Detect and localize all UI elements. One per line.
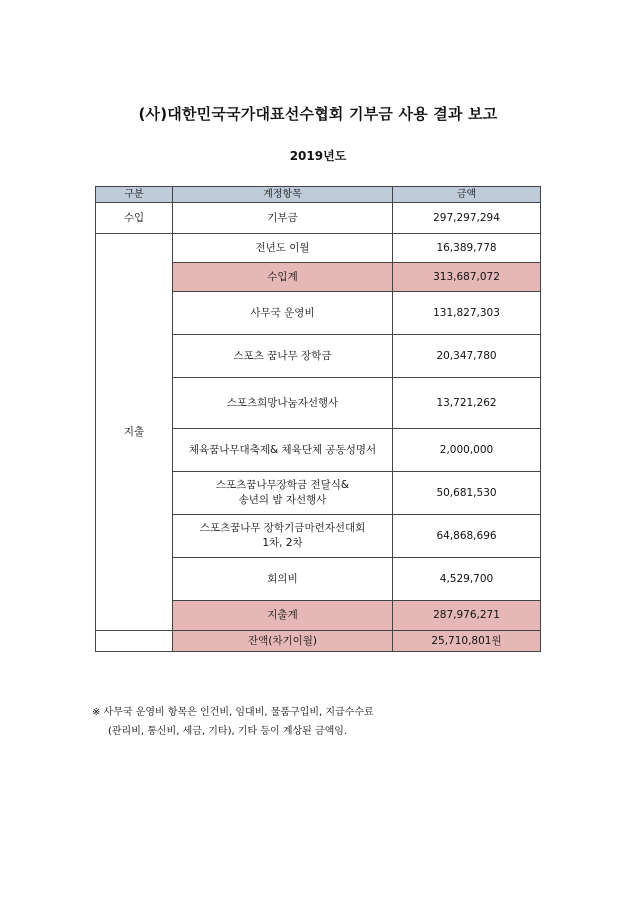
amount-cell: 25,710,801원 bbox=[393, 631, 541, 652]
item-cell: 스포츠희망나눔자선행사 bbox=[173, 378, 393, 429]
item-cell: 사무국 운영비 bbox=[173, 292, 393, 335]
amount-cell: 50,681,530 bbox=[393, 472, 541, 515]
category-income: 수입 bbox=[96, 203, 173, 234]
amount-cell: 4,529,700 bbox=[393, 558, 541, 601]
item-cell: 수입계 bbox=[173, 263, 393, 292]
amount-cell: 287,976,271 bbox=[393, 601, 541, 631]
item-cell bbox=[173, 472, 393, 515]
item-line: 송년의 밤 자선행사 bbox=[238, 494, 327, 506]
amount-cell: 2,000,000 bbox=[393, 429, 541, 472]
item-cell bbox=[173, 515, 393, 558]
item-line: 스포츠꿈나무 장학기금마련자선대회 bbox=[199, 522, 366, 534]
table-header-row bbox=[96, 187, 541, 203]
amount-cell: 297,297,294 bbox=[393, 203, 541, 234]
footnote bbox=[92, 703, 374, 741]
item-line: 1차, 2차 bbox=[262, 537, 303, 549]
item-line: 스포츠꿈나무장학금 전달식& bbox=[215, 479, 350, 491]
item-cell: 스포츠 꿈나무 장학금 bbox=[173, 335, 393, 378]
category-expense: 지출 bbox=[96, 234, 173, 631]
item-cell: 기부금 bbox=[173, 203, 393, 234]
page-title: (사)대한민국국가대표선수협회 기부금 사용 결과 보고 bbox=[138, 105, 498, 123]
item-cell: 회의비 bbox=[173, 558, 393, 601]
item-cell: 잔액(차기이월) bbox=[173, 631, 393, 652]
item-cell: 전년도 이월 bbox=[173, 234, 393, 263]
amount-cell: 313,687,072 bbox=[393, 263, 541, 292]
footnote-line: ※ 사무국 운영비 항목은 인건비, 임대비, 물품구입비, 지급수수료 bbox=[92, 707, 374, 718]
amount-cell: 13,721,262 bbox=[393, 378, 541, 429]
table-row bbox=[96, 203, 541, 234]
item-cell: 지출계 bbox=[173, 601, 393, 631]
amount-cell: 20,347,780 bbox=[393, 335, 541, 378]
report-year: 2019년도 bbox=[289, 149, 347, 163]
report-table bbox=[95, 186, 541, 652]
header-account-item: 계정항목 bbox=[173, 187, 393, 203]
item-cell: 체육꿈나무대축제& 체육단체 공동성명서 bbox=[173, 429, 393, 472]
amount-cell: 131,827,303 bbox=[393, 292, 541, 335]
header-category: 구분 bbox=[96, 187, 173, 203]
header-amount: 금액 bbox=[393, 187, 541, 203]
table-row-balance bbox=[96, 631, 541, 652]
table-row bbox=[96, 234, 541, 263]
footnote-line: (관리비, 통신비, 세금, 기타), 기타 등이 계상된 금액임. bbox=[108, 726, 348, 737]
amount-cell: 64,868,696 bbox=[393, 515, 541, 558]
category-empty bbox=[96, 631, 173, 652]
amount-cell: 16,389,778 bbox=[393, 234, 541, 263]
